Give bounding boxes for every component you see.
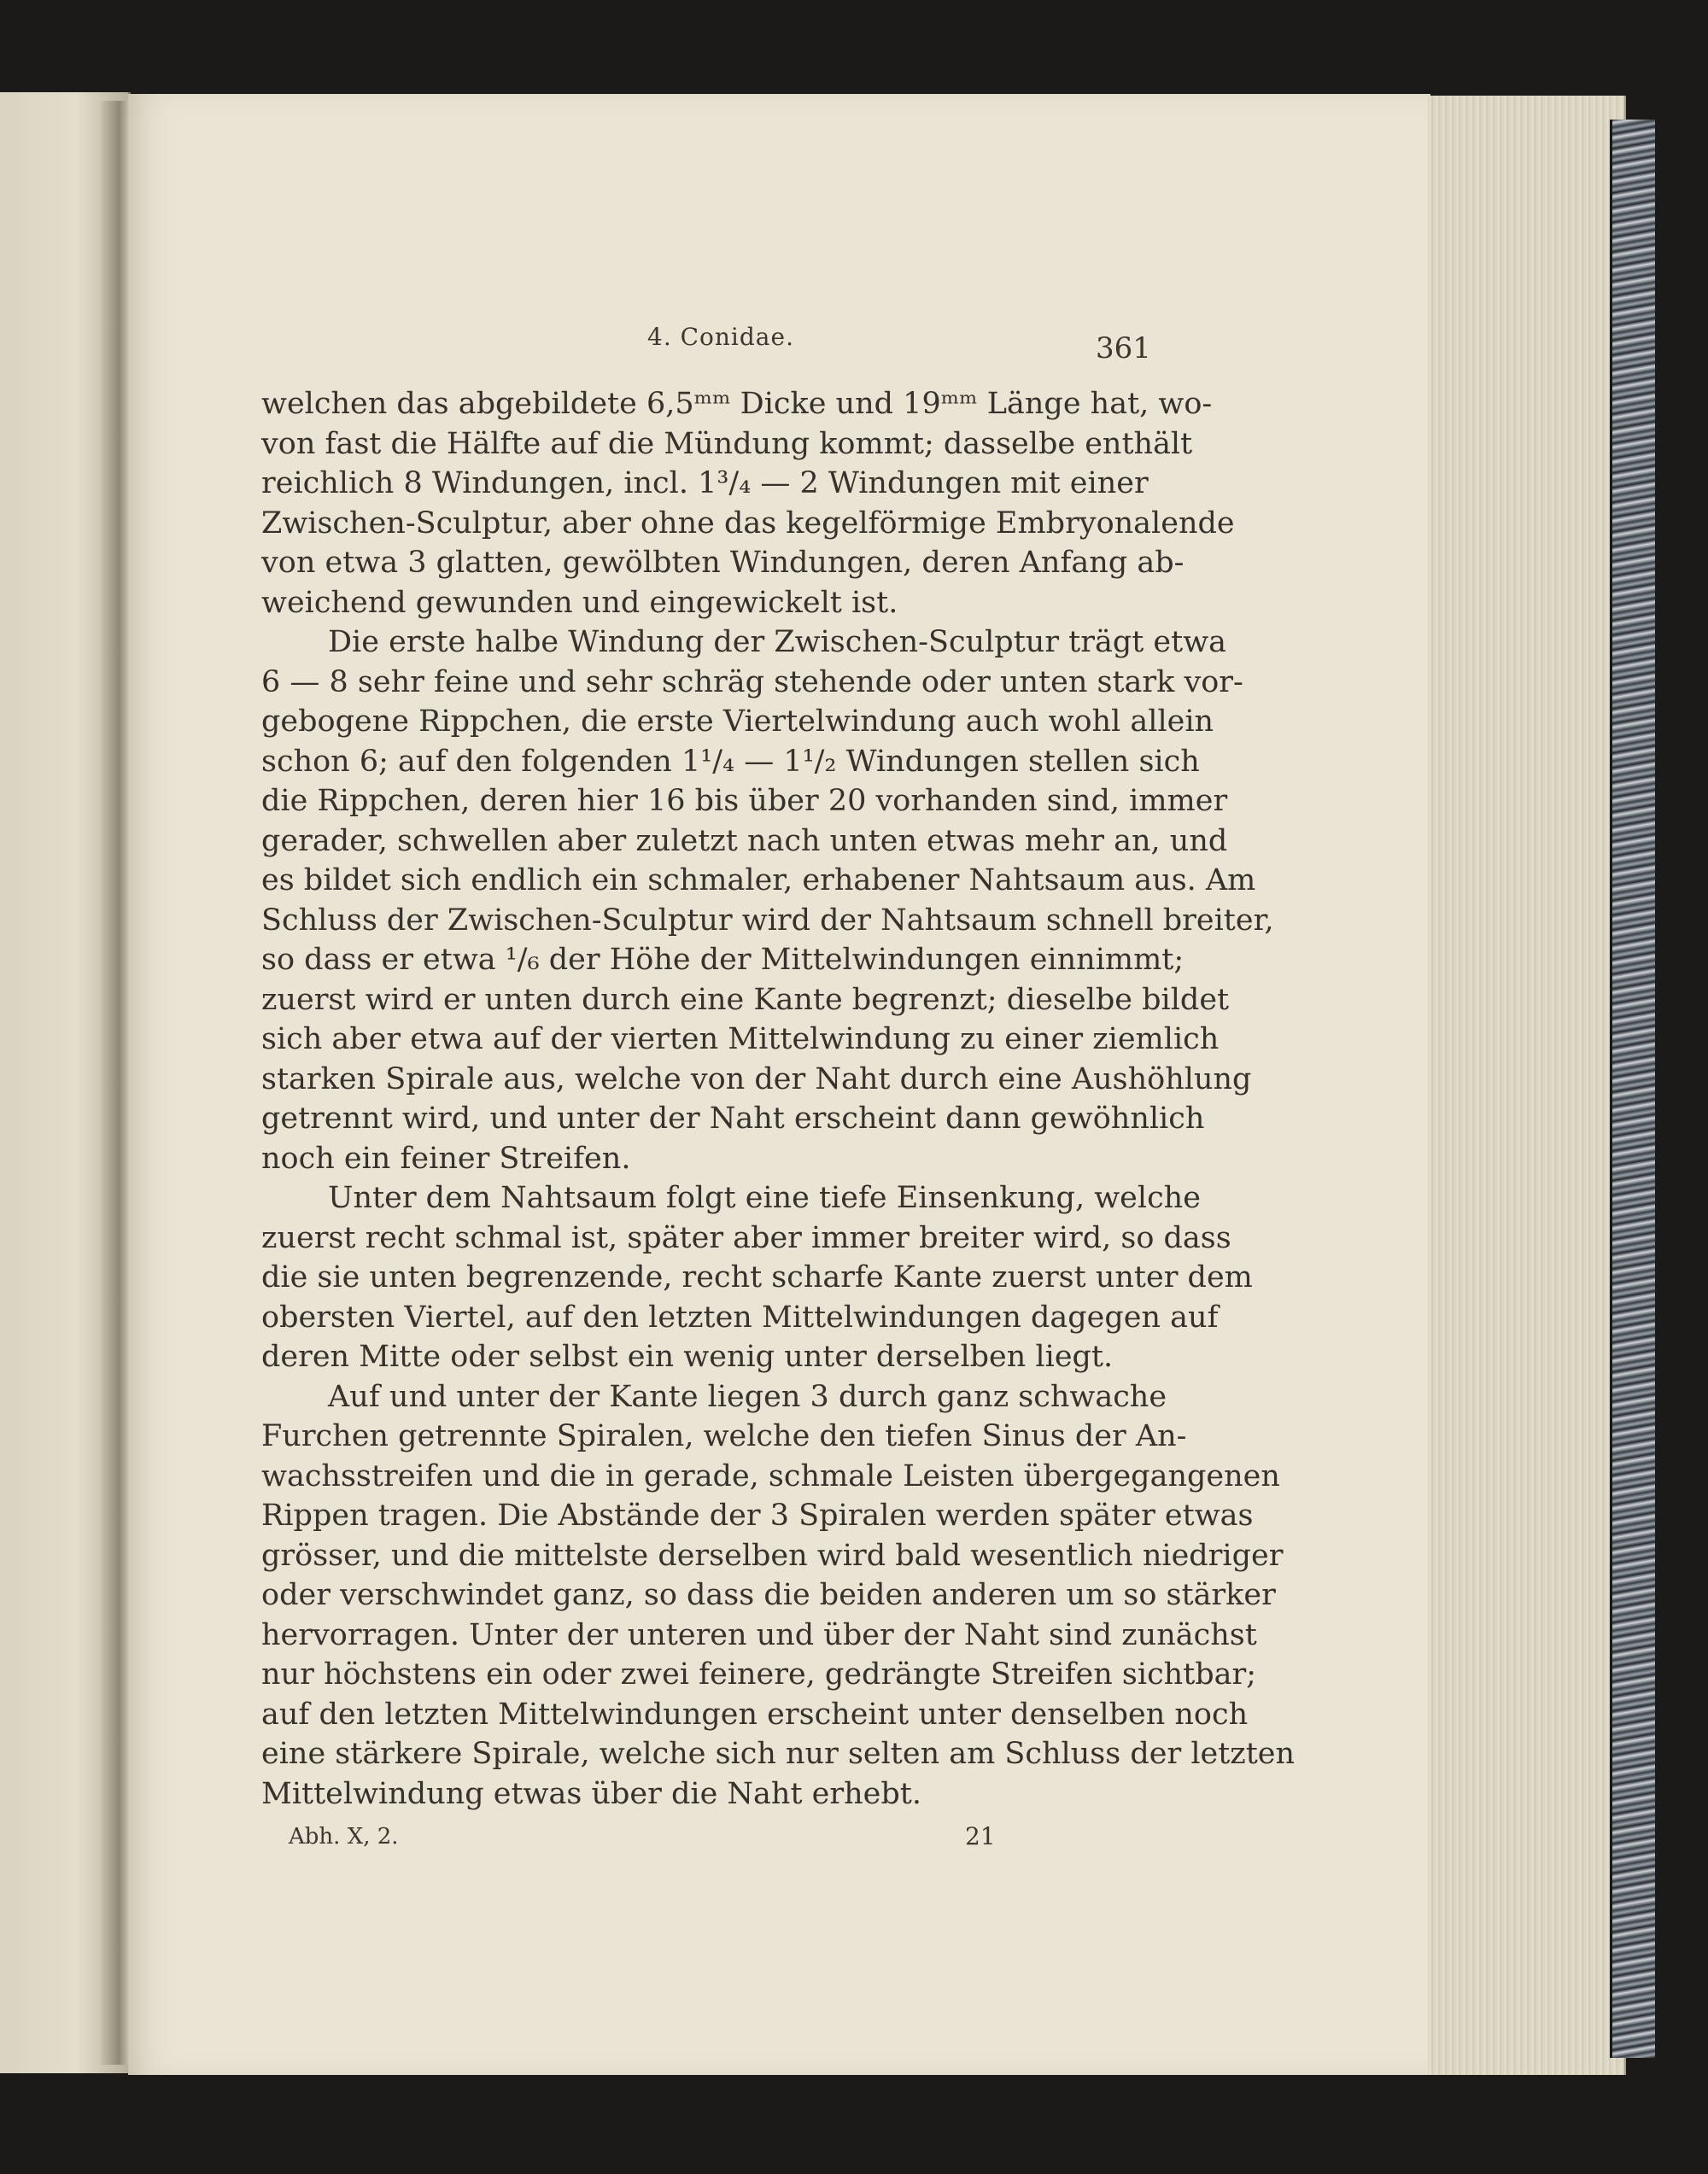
text-line: zuerst wird er unten durch eine Kante begrenzt; dieselbe bildet	[261, 982, 1230, 1017]
text-line: Die erste halbe Windung der Zwischen-Sculptur trägt etwa	[328, 625, 1227, 659]
text-line: Furchen getrennte Spiralen, welche den tiefen Sinus der An-	[261, 1419, 1187, 1453]
page-number: 361	[1096, 331, 1151, 365]
text-line: es bildet sich endlich ein schmaler, erhabener Nahtsaum aus. Am	[261, 863, 1256, 897]
text-line: Rippen tragen. Die Abstände der 3 Spiralen werden später etwas	[261, 1499, 1254, 1533]
text-line: gebogene Rippchen, die erste Viertelwindung auch wohl allein	[261, 704, 1214, 739]
text-line: nur höchstens ein oder zwei feinere, gedrängte Streifen sichtbar;	[261, 1657, 1257, 1692]
text-line: Zwischen-Sculptur, aber ohne das kegelförmige Embryonalende	[261, 506, 1235, 541]
text-line: auf den letzten Mittelwindungen erscheint unter denselben noch	[261, 1697, 1249, 1732]
text-line: welchen das abgebildete 6,5ᵐᵐ Dicke und 19ᵐᵐ Länge hat, wo-	[261, 387, 1213, 421]
text-line: Mittelwindung etwas über die Naht erhebt.	[261, 1776, 921, 1811]
text-line: zuerst recht schmal ist, später aber immer breiter wird, so dass	[261, 1220, 1231, 1255]
signature-mark: Abh. X, 2.	[289, 1824, 399, 1850]
text-line: von etwa 3 glatten, gewölbten Windungen, deren Anfang ab-	[261, 546, 1184, 580]
book-gutter	[101, 101, 132, 2065]
running-title: 4. Conidae.	[647, 323, 794, 351]
text-line: von fast die Hälfte auf die Mündung kommt; dasselbe enthält	[261, 426, 1193, 461]
gathering-number: 21	[965, 1822, 996, 1850]
text-line: starken Spirale aus, welche von der Naht durch eine Aushöhlung	[261, 1061, 1252, 1096]
text-line: eine stärkere Spirale, welche sich nur selten am Schluss der letzten	[261, 1737, 1296, 1771]
marbled-cover-edge	[1610, 120, 1655, 2058]
text-line: die Rippchen, deren hier 16 bis über 20 vorhanden sind, immer	[261, 784, 1228, 818]
text-line: deren Mitte oder selbst ein wenig unter derselben liegt.	[261, 1340, 1114, 1374]
text-line: noch ein feiner Streifen.	[261, 1141, 631, 1176]
text-line: grösser, und die mittelste derselben wird bald wesentlich niedriger	[261, 1538, 1284, 1573]
page-block-edges	[1428, 96, 1626, 2075]
text-line: Schluss der Zwischen-Sculptur wird der Nahtsaum schnell breiter,	[261, 903, 1274, 938]
text-line: schon 6; auf den folgenden 1¹/₄ — 1¹/₂ Windungen stellen sich	[261, 744, 1200, 779]
text-line: Auf und unter der Kante liegen 3 durch ganz schwache	[328, 1379, 1167, 1414]
text-line: Unter dem Nahtsaum folgt eine tiefe Einsenkung, welche	[328, 1181, 1201, 1215]
text-line: obersten Viertel, auf den letzten Mittelwindungen dagegen auf	[261, 1300, 1219, 1335]
text-line: 6 — 8 sehr feine und sehr schräg stehende oder unten stark vor-	[261, 664, 1243, 699]
text-line: die sie unten begrenzende, recht scharfe Kante zuerst unter dem	[261, 1260, 1253, 1294]
text-line: hervorragen. Unter der unteren und über der Naht sind zunächst	[261, 1617, 1257, 1652]
text-line: gerader, schwellen aber zuletzt nach unten etwas mehr an, und	[261, 823, 1228, 858]
text-line: oder verschwindet ganz, so dass die beiden anderen um so stärker	[261, 1578, 1276, 1612]
text-line: so dass er etwa ¹/₆ der Höhe der Mittelwindungen einnimmt;	[261, 943, 1184, 977]
body-text	[261, 384, 1296, 1814]
text-line: sich aber etwa auf der vierten Mittelwindung zu einer ziemlich	[261, 1022, 1220, 1056]
text-line: reichlich 8 Windungen, incl. 1³/₄ — 2 Windungen mit einer	[261, 466, 1149, 500]
text-line: weichend gewunden und eingewickelt ist.	[261, 585, 898, 620]
text-line: getrennt wird, und unter der Naht erscheint dann gewöhnlich	[261, 1102, 1205, 1136]
text-line: wachsstreifen und die in gerade, schmale Leisten übergegangenen	[261, 1458, 1280, 1493]
